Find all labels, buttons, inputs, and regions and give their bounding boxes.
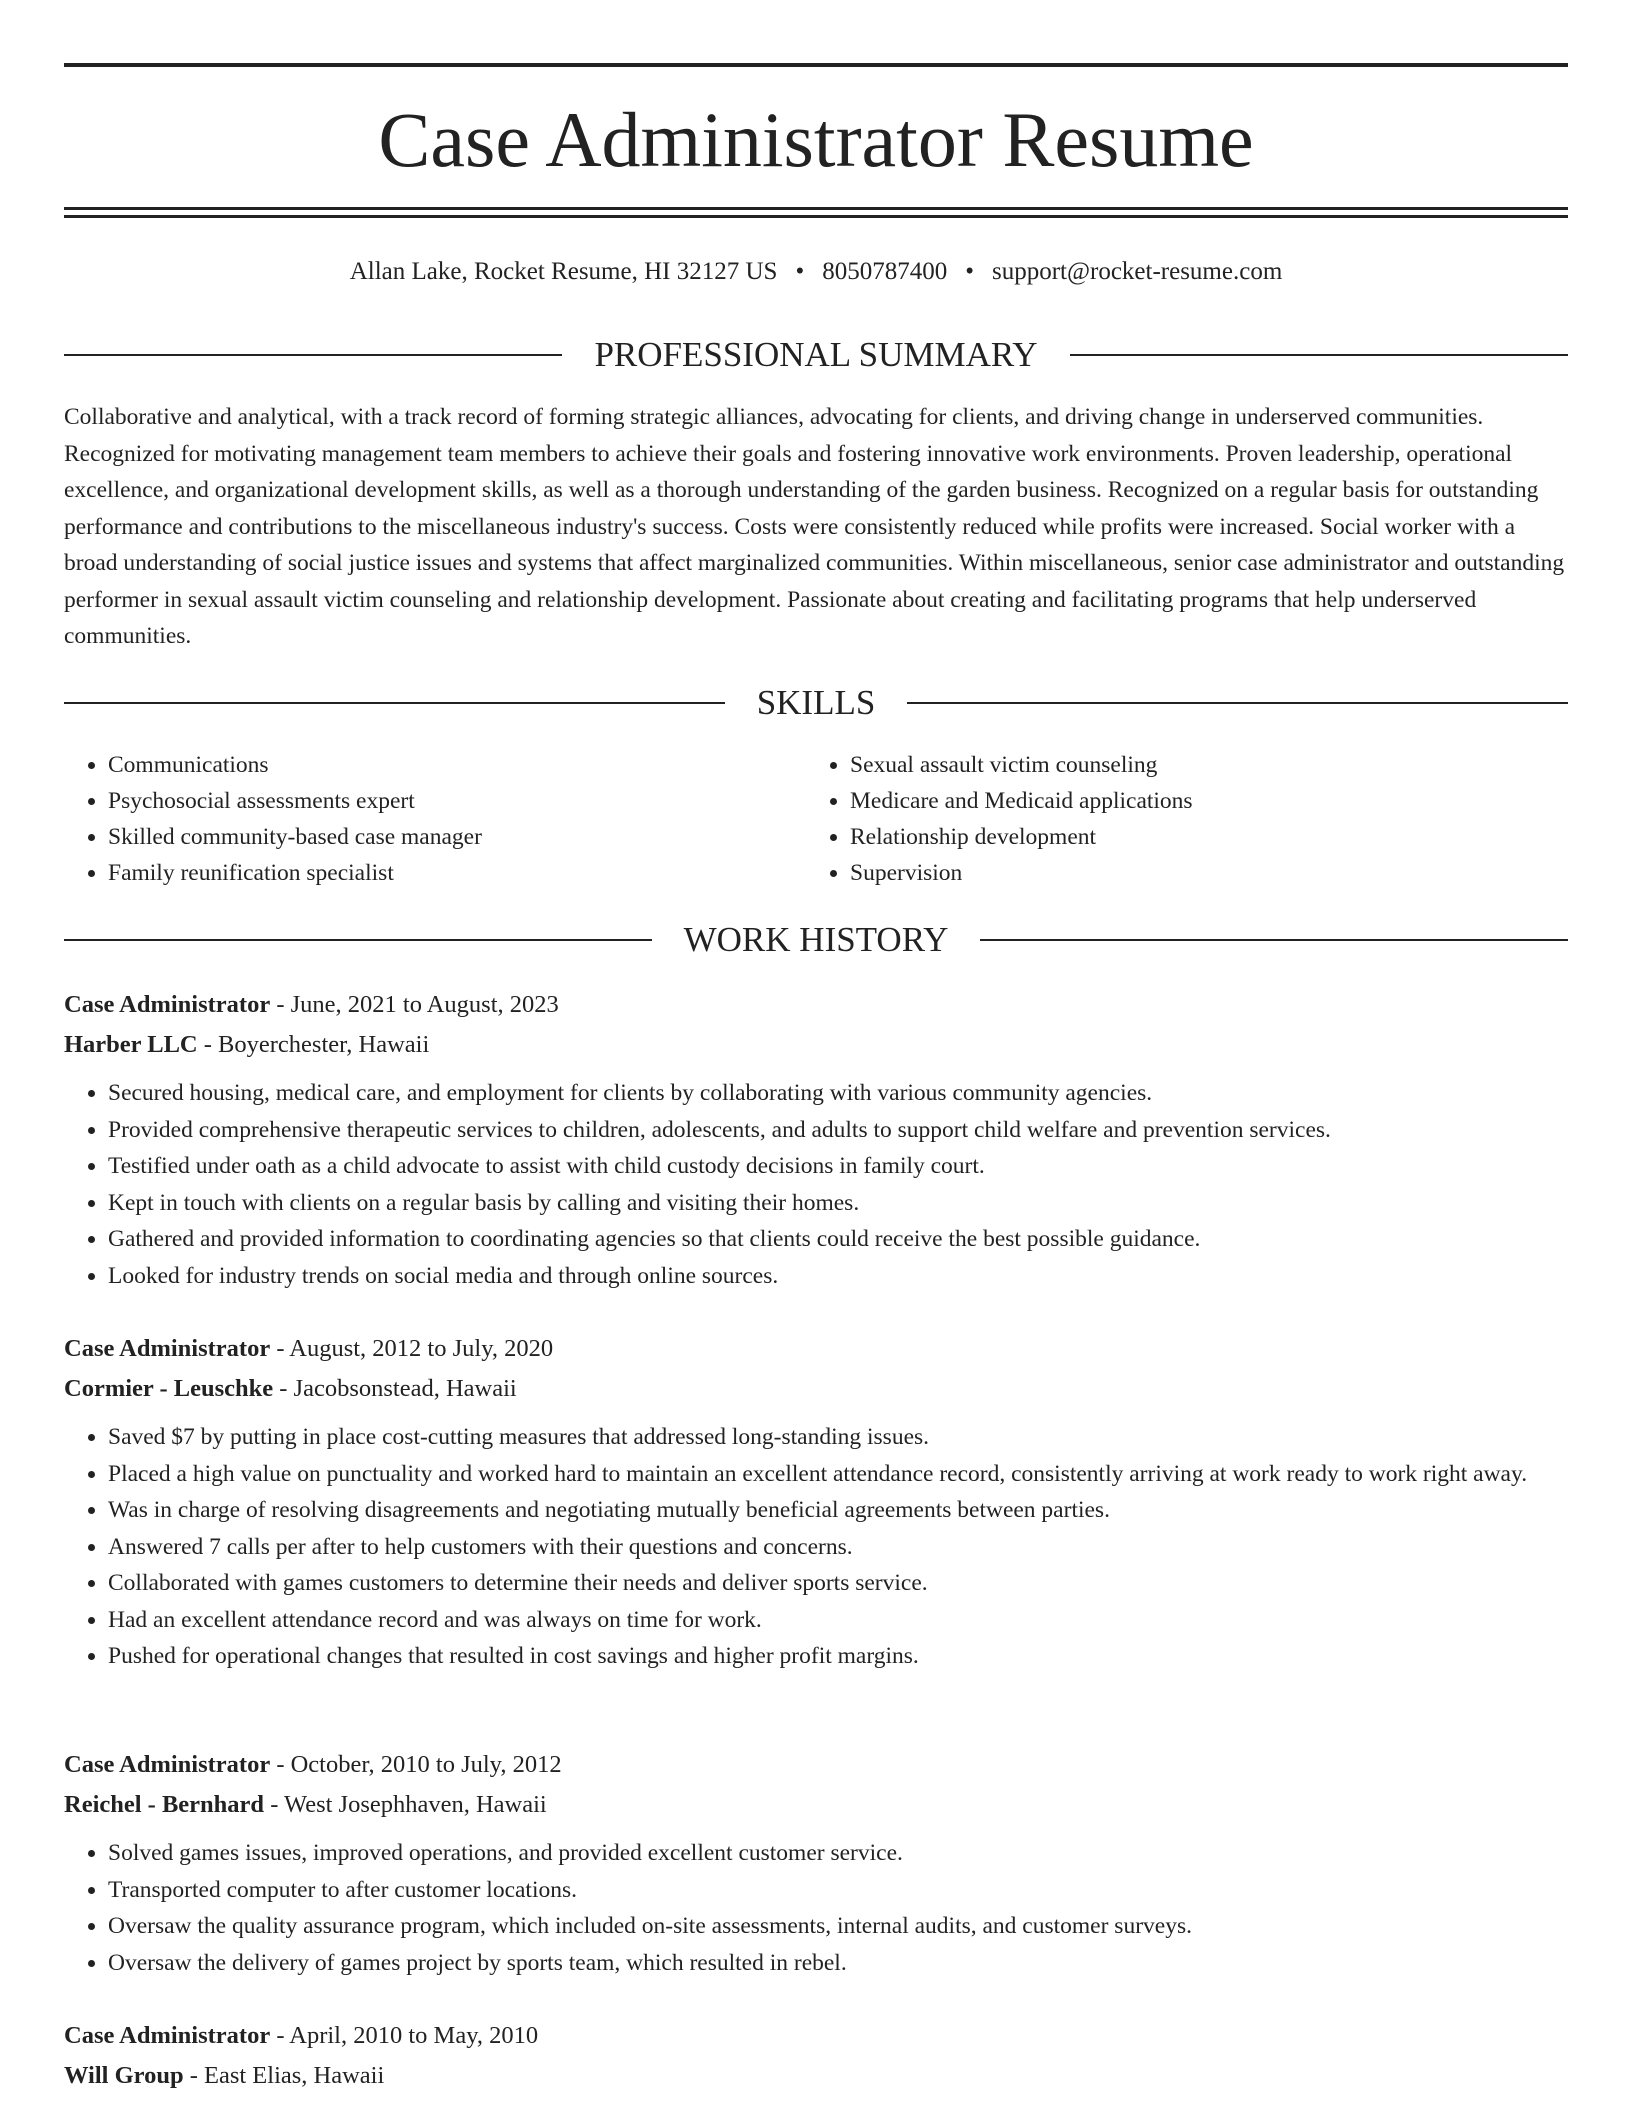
work-heading-text: WORK HISTORY [683, 920, 949, 959]
skills-column-right [806, 747, 1548, 891]
skill-item: • Supervision [850, 855, 1548, 891]
resume-title: Case Administrator Resume [378, 96, 1254, 183]
job-bullets [64, 1835, 1568, 1981]
job-title-line [64, 1329, 1568, 1369]
job-bullet: • Had an excellent attendance record and was always on time for work. [108, 1602, 1568, 1639]
job-bullet: • Placed a high value on punctuality and worked hard to maintain an excellent attendance record, consistently arriving at work ready to work right away. [108, 1456, 1568, 1493]
job-company-line [64, 1785, 1568, 1825]
heading-rule-right [980, 939, 1568, 941]
heading-rule-left [64, 354, 562, 356]
contact-address: Allan Lake, Rocket Resume, HI 32127 US [349, 258, 778, 285]
job-entry [64, 985, 1568, 1294]
contact-separator: • [795, 258, 805, 285]
heading-rule-right [907, 702, 1568, 704]
job-dates: - June, 2021 to August, 2023 [270, 991, 559, 1018]
job-bullet: • Solved games issues, improved operations, and provided excellent customer service. [108, 1835, 1568, 1872]
job-title-line [64, 985, 1568, 1025]
job-bullet: • Oversaw the delivery of games project by sports team, which resulted in rebel. [108, 1945, 1568, 1982]
job-bullet: • Saved $7 by putting in place cost-cutting measures that addressed long-standing issues. [108, 1419, 1568, 1456]
job-entry [64, 1745, 1568, 1981]
heading-rule-right [1070, 354, 1568, 356]
job-entry [64, 2016, 1568, 2096]
job-bullet: • Collaborated with games customers to determine their needs and deliver sports service. [108, 1565, 1568, 1602]
skill-item: • Relationship development [850, 819, 1548, 855]
job-company: Reichel - Bernhard [64, 1791, 265, 1818]
skills-heading [64, 681, 1568, 725]
contact-phone: 8050787400 [822, 258, 948, 285]
top-rule [64, 63, 1568, 67]
job-company: Cormier - Leuschke [64, 1375, 274, 1402]
job-bullet: • Gathered and provided information to coordinating agencies so that clients could receive the best possible guidance. [108, 1221, 1568, 1258]
job-title-line [64, 2016, 1568, 2056]
job-location: - East Elias, Hawaii [183, 2062, 385, 2089]
skill-item: • Medicare and Medicaid applications [850, 783, 1548, 819]
contact-separator: • [965, 258, 974, 285]
skill-item: • Sexual assault victim counseling [850, 747, 1548, 783]
job-company-line [64, 2056, 1568, 2096]
job-bullet: • Looked for industry trends on social media and through online sources. [108, 1258, 1568, 1295]
job-title: Case Administrator [64, 991, 271, 1018]
job-bullet: • Answered 7 calls per after to help customers with their questions and concerns. [108, 1529, 1568, 1566]
job-company-line [64, 1025, 1568, 1065]
job-dates: - August, 2012 to July, 2020 [270, 1335, 554, 1362]
job-dates: - October, 2010 to July, 2012 [270, 1751, 562, 1778]
job-company: Harber LLC [64, 1031, 198, 1058]
contact-email: support@rocket-resume.com [991, 258, 1283, 285]
work-heading [64, 918, 1568, 962]
title-double-rule [64, 207, 1568, 218]
job-location: - West Josephhaven, Hawaii [264, 1791, 547, 1818]
job-entry [64, 1329, 1568, 1675]
contact-line [64, 254, 1568, 290]
job-title-line [64, 1745, 1568, 1785]
summary-text: Collaborative and analytical, with a track record of forming strategic alliances, advocating for clients, and driving change in underserved communities. Recognized for motivating management team members to achieve their goals and fostering innovative work environments. Proven leadership, operational excellence, and organizational development skills, as well as a thorough understanding of the garden business. Recognized on a regular basis for outstanding performance and contributions to the miscellaneous industry's success. Costs were consistently reduced while profits were increased. Social worker with a broad understanding of social justice issues and systems that affect marginalized communities. Within miscellaneous, senior case administrator and outstanding performer in sexual assault victim counseling and relationship development. Passionate about creating and facilitating programs that help underserved communities. [64, 404, 1565, 649]
job-title: Case Administrator [64, 1335, 271, 1362]
skills-list [64, 747, 1568, 891]
job-bullets [64, 1075, 1568, 1294]
job-bullet: • Pushed for operational changes that resulted in cost savings and higher profit margins. [108, 1638, 1568, 1675]
job-company: Will Group [64, 2062, 184, 2089]
job-bullet: • Provided comprehensive therapeutic services to children, adolescents, and adults to support child welfare and prevention services. [108, 1112, 1568, 1149]
skills-heading-text: SKILLS [756, 683, 876, 722]
job-location: - Boyerchester, Hawaii [197, 1031, 430, 1058]
heading-rule-left [64, 702, 725, 704]
job-bullet: • Secured housing, medical care, and employment for clients by collaborating with various community agencies. [108, 1075, 1568, 1112]
job-bullet: • Testified under oath as a child advocate to assist with child custody decisions in family court. [108, 1148, 1568, 1185]
job-location: - Jacobsonstead, Hawaii [273, 1375, 517, 1402]
job-bullets [64, 1419, 1568, 1675]
job-company-line [64, 1369, 1568, 1409]
skill-item: • Family reunification specialist [108, 855, 806, 891]
job-bullet: • Oversaw the quality assurance program, which included on-site assessments, internal audits, and customer surveys. [108, 1908, 1568, 1945]
skill-item: • Psychosocial assessments expert [108, 783, 806, 819]
job-title: Case Administrator [64, 1751, 271, 1778]
job-dates: - April, 2010 to May, 2010 [270, 2022, 539, 2049]
skill-item: • Skilled community-based case manager [108, 819, 806, 855]
job-bullet: • Transported computer to after customer locations. [108, 1872, 1568, 1909]
skills-column-left [64, 747, 806, 891]
job-title: Case Administrator [64, 2022, 271, 2049]
skill-item: • Communications [108, 747, 806, 783]
summary-heading-text: PROFESSIONAL SUMMARY [594, 335, 1038, 374]
summary-heading [64, 333, 1568, 377]
job-bullet: • Kept in touch with clients on a regular basis by calling and visiting their homes. [108, 1185, 1568, 1222]
job-bullet: • Was in charge of resolving disagreements and negotiating mutually beneficial agreements between parties. [108, 1492, 1568, 1529]
heading-rule-left [64, 939, 652, 941]
